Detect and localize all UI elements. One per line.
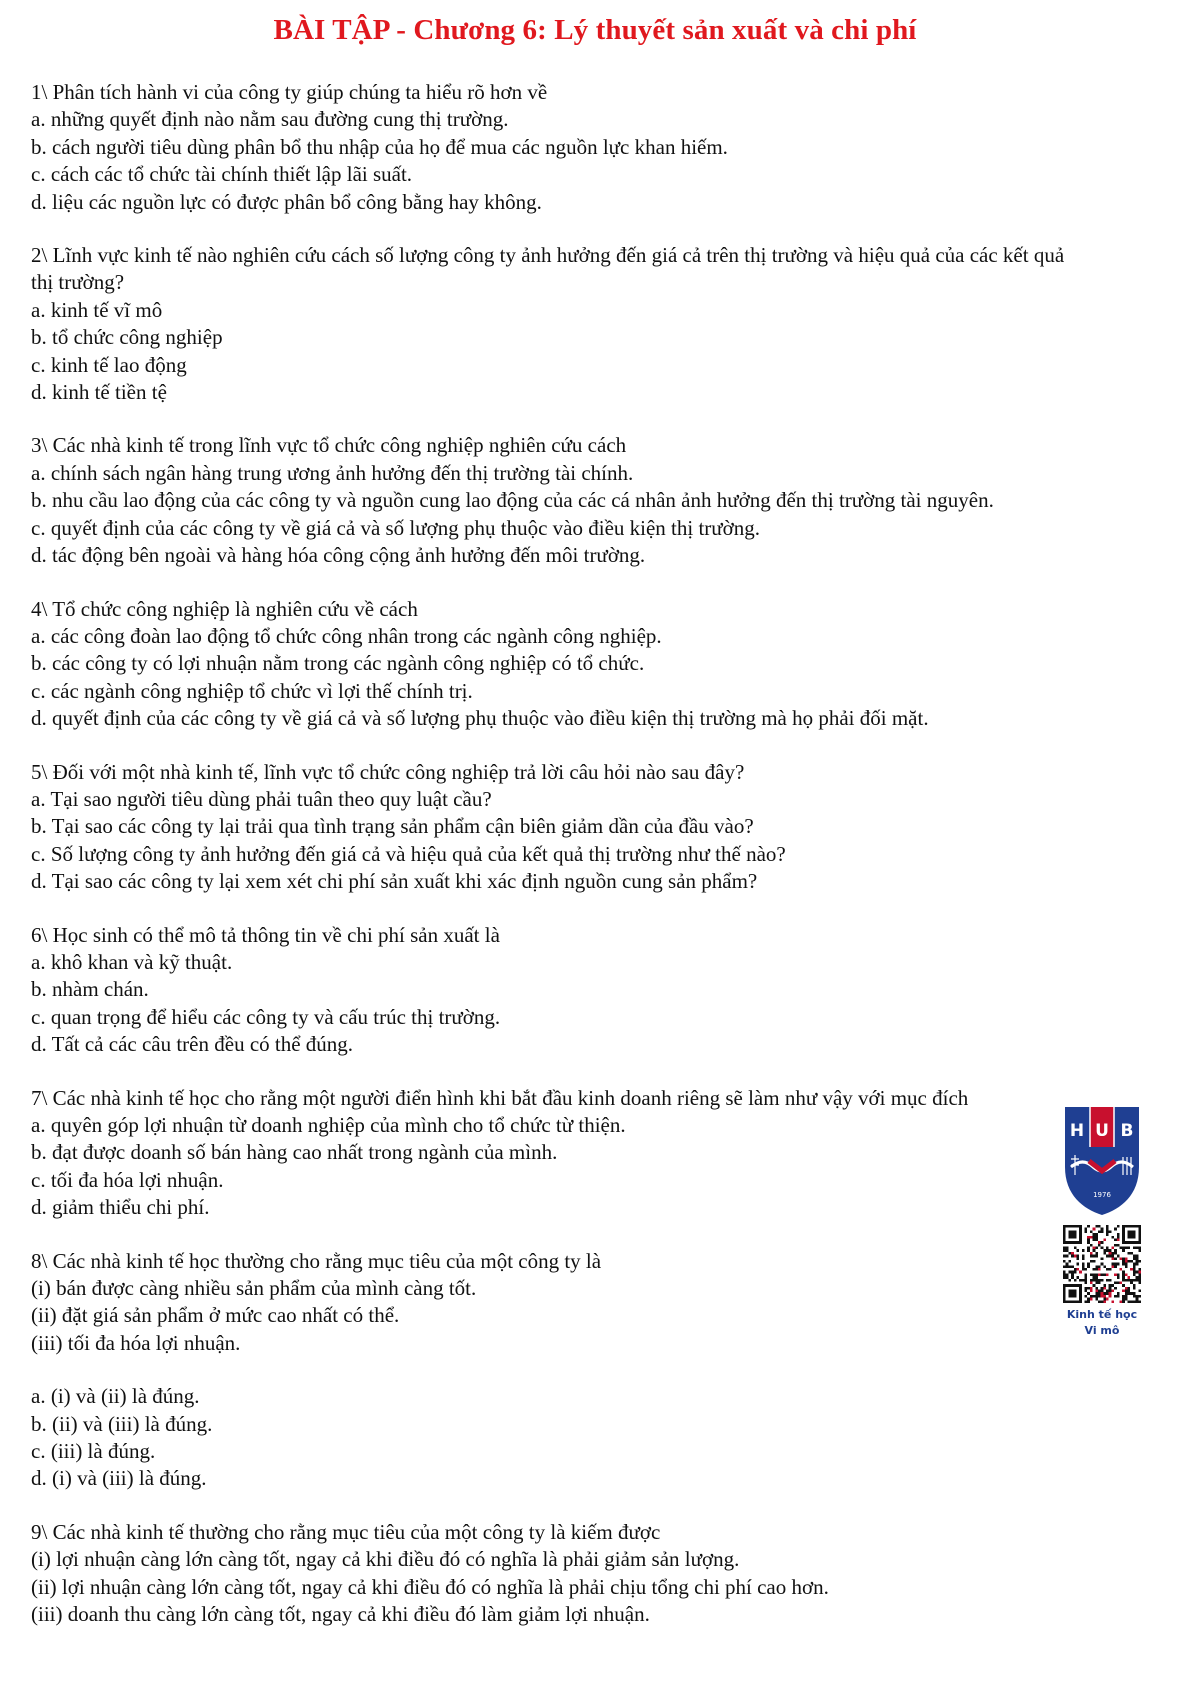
question-stem: 3\ Các nhà kinh tế trong lĩnh vực tổ chức công nghiệp nghiên cứu cách bbox=[31, 433, 627, 458]
shield-icon bbox=[1063, 1105, 1141, 1217]
answer-option: d. tác động bên ngoài và hàng hóa công cộng ảnh hưởng đến môi trường. bbox=[31, 543, 646, 568]
answer-option: c. Số lượng công ty ảnh hưởng đến giá cả và hiệu quả của kết quả thị trường như thế nào? bbox=[31, 841, 786, 866]
question-stem: 7\ Các nhà kinh tế học cho rằng một người điển hình khi bắt đầu kinh doanh riêng sẽ làm như vậy với mục đích bbox=[31, 1085, 969, 1110]
answer-option: c. các ngành công nghiệp tổ chức vì lợi thế chính trị. bbox=[31, 678, 473, 703]
answer-option: d. Tại sao các công ty lại xem xét chi phí sản xuất khi xác định nguồn cung sản phẩm? bbox=[31, 869, 758, 894]
statement: (i) bán được càng nhiều sản phẩm của mình càng tốt. bbox=[31, 1276, 477, 1301]
statement: (iii) tối đa hóa lợi nhuận. bbox=[31, 1330, 241, 1355]
answer-option: a. quyên góp lợi nhuận từ doanh nghiệp của mình cho tổ chức từ thiện. bbox=[31, 1113, 626, 1137]
logo-caption-line2: Vi mô bbox=[1084, 1324, 1120, 1337]
statement: (ii) đặt giá sản phẩm ở mức cao nhất có thể. bbox=[31, 1303, 400, 1328]
logo-letter-b: B bbox=[1120, 1121, 1134, 1141]
answer-option: a. (i) và (ii) là đúng. bbox=[31, 1384, 200, 1409]
answer-option: b. nhàm chán. bbox=[31, 977, 149, 1002]
answer-option: c. (iii) là đúng. bbox=[31, 1439, 156, 1464]
logo-caption-line1: Kinh tế học bbox=[1066, 1308, 1138, 1321]
answer-option: b. Tại sao các công ty lại trải qua tình trạng sản phẩm cận biên giảm dần của đầu vào? bbox=[31, 814, 754, 839]
answer-option: c. quyết định của các công ty về giá cả và số lượng phụ thuộc vào điều kiện thị trường. bbox=[31, 515, 761, 540]
answer-option: d. kinh tế tiền tệ bbox=[31, 380, 167, 405]
question-8 bbox=[31, 1248, 1151, 1493]
answer-option: d. quyết định của các công ty về giá cả và số lượng phụ thuộc vào điều kiện thị trường mà họ phải đối mặt. bbox=[31, 706, 929, 731]
answer-option: a. các công đoàn lao động tổ chức công nhân trong các ngành công nghiệp. bbox=[31, 623, 662, 648]
statement: (iii) doanh thu càng lớn càng tốt, ngay cả khi điều đó làm giảm lợi nhuận. bbox=[31, 1602, 650, 1627]
question-1 bbox=[31, 79, 1151, 216]
answer-option: b. đạt được doanh số bán hàng cao nhất trong ngành của mình. bbox=[31, 1140, 558, 1165]
question-7 bbox=[31, 1085, 1151, 1222]
answer-option: b. các công ty có lợi nhuận nằm trong các ngành công nghiệp có tổ chức. bbox=[31, 651, 645, 676]
question-5 bbox=[31, 759, 1151, 896]
answer-option: b. tổ chức công nghiệp bbox=[31, 325, 223, 350]
logo-year: 1976 bbox=[1093, 1191, 1111, 1199]
question-stem: 2\ Lĩnh vực kinh tế nào nghiên cứu cách số lượng công ty ảnh hưởng đến giá cả trên thị trường và hiệu quả của các kết quả thị trường? bbox=[31, 243, 1065, 295]
answer-option: d. giảm thiểu chi phí. bbox=[31, 1195, 210, 1220]
logo-letter-h: H bbox=[1069, 1121, 1085, 1141]
statement: (i) lợi nhuận càng lớn càng tốt, ngay cả khi điều đó có nghĩa là phải giảm sản lượng. bbox=[31, 1547, 740, 1572]
answer-option: b. nhu cầu lao động của các công ty và nguồn cung lao động của các cá nhân ảnh hưởng đến thị trường tài nguyên. bbox=[31, 488, 994, 513]
page-title: BÀI TẬP - Chương 6: Lý thuyết sản xuất và chi phí bbox=[273, 14, 917, 46]
question-stem: 8\ Các nhà kinh tế học thường cho rằng mục tiêu của một công ty là bbox=[31, 1248, 602, 1273]
answer-option: c. tối đa hóa lợi nhuận. bbox=[31, 1167, 224, 1192]
answer-option: c. quan trọng để hiểu các công ty và cấu trúc thị trường. bbox=[31, 1004, 501, 1029]
question-stem: 5\ Đối với một nhà kinh tế, lĩnh vực tổ chức công nghiệp trả lời câu hỏi nào sau đây? bbox=[31, 759, 745, 784]
answer-option: a. khô khan và kỹ thuật. bbox=[31, 949, 233, 974]
answer-option: c. kinh tế lao động bbox=[31, 352, 187, 377]
question-4 bbox=[31, 596, 1151, 733]
qr-code-icon bbox=[1063, 1225, 1141, 1303]
question-stem: 6\ Học sinh có thể mô tả thông tin về chi phí sản xuất là bbox=[31, 922, 500, 947]
answer-option: c. cách các tổ chức tài chính thiết lập lãi suất. bbox=[31, 162, 413, 187]
question-stem: 4\ Tổ chức công nghiệp là nghiên cứu về cách bbox=[31, 596, 418, 621]
question-stem: 1\ Phân tích hành vi của công ty giúp chúng ta hiểu rõ hơn về bbox=[31, 80, 548, 104]
answer-option: a. kinh tế vĩ mô bbox=[31, 297, 163, 322]
question-9 bbox=[31, 1519, 1151, 1629]
answer-option: a. Tại sao người tiêu dùng phải tuân theo quy luật cầu? bbox=[31, 786, 492, 811]
spacer bbox=[31, 1357, 1151, 1383]
answer-option: a. chính sách ngân hàng trung ương ảnh hưởng đến thị trường tài chính. bbox=[31, 460, 634, 485]
statement: (ii) lợi nhuận càng lớn càng tốt, ngay cả khi điều đó có nghĩa là phải chịu tổng chi phí cao hơn. bbox=[31, 1574, 829, 1599]
question-list bbox=[31, 79, 1151, 1655]
answer-option: a. những quyết định nào nằm sau đường cung thị trường. bbox=[31, 107, 509, 132]
question-2 bbox=[31, 242, 1151, 406]
answer-option: b. (ii) và (iii) là đúng. bbox=[31, 1411, 213, 1436]
answer-option: d. (i) và (iii) là đúng. bbox=[31, 1466, 207, 1491]
logo-letter-u: U bbox=[1095, 1121, 1109, 1141]
answer-option: b. cách người tiêu dùng phân bổ thu nhập của họ để mua các nguồn lực khan hiếm. bbox=[31, 134, 728, 159]
question-stem: 9\ Các nhà kinh tế thường cho rằng mục tiêu của một công ty là kiếm được bbox=[31, 1519, 661, 1544]
question-3 bbox=[31, 432, 1151, 569]
question-6 bbox=[31, 922, 1151, 1059]
answer-option: d. Tất cả các câu trên đều có thể đúng. bbox=[31, 1032, 354, 1057]
answer-option: d. liệu các nguồn lực có được phân bổ công bằng hay không. bbox=[31, 189, 542, 214]
